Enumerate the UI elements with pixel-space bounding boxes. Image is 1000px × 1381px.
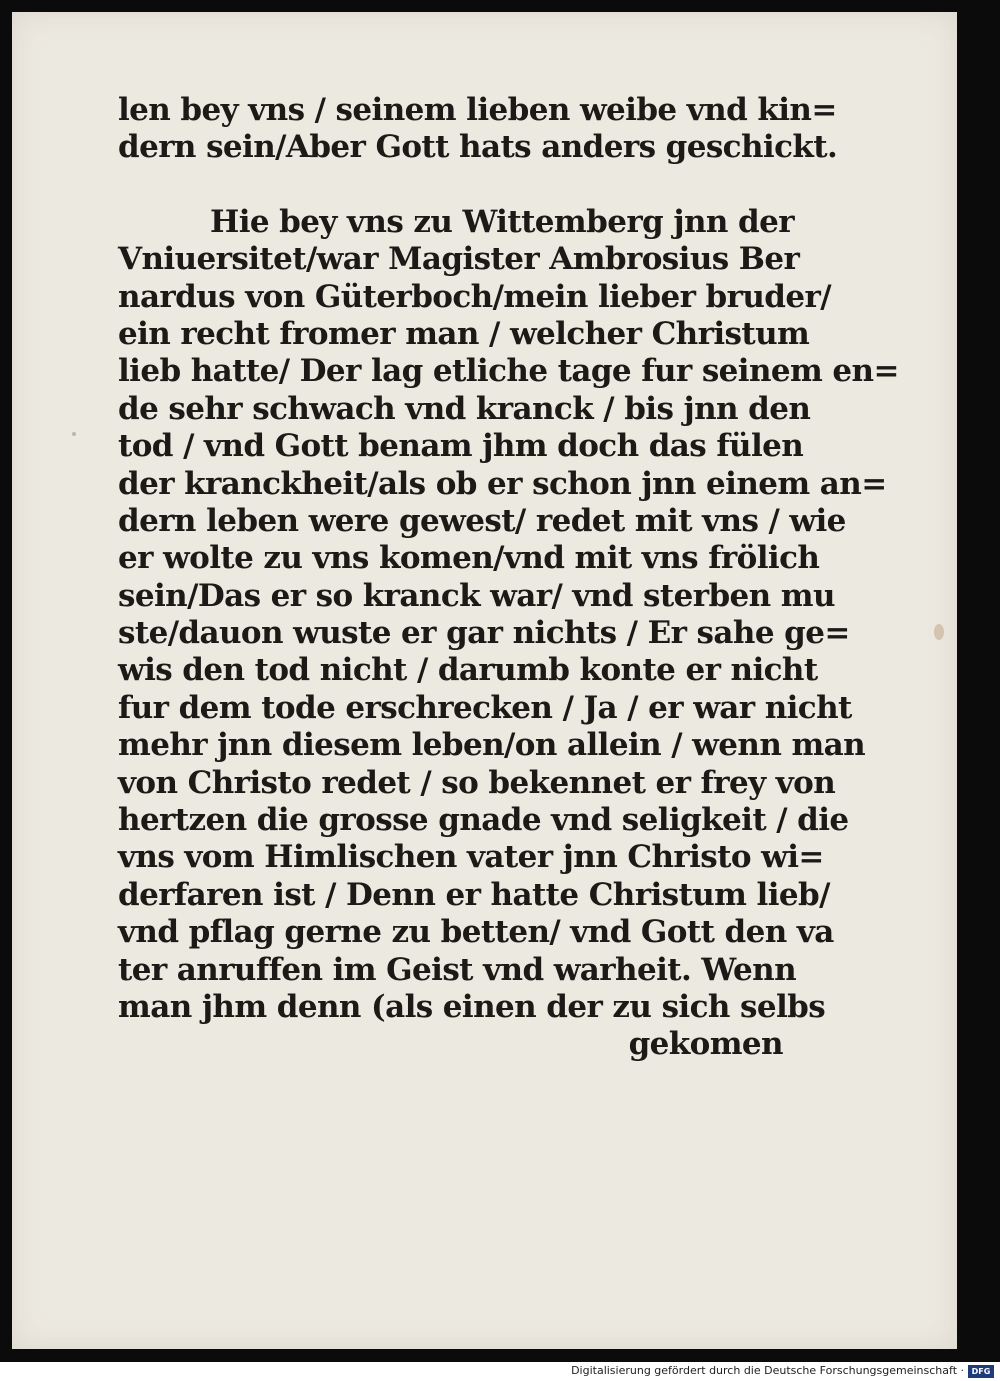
page-text [118,92,899,1064]
text-line: fur dem tode erschrecken / Ja / er war nicht [118,689,852,726]
text-line: von Christo redet / so bekennet er frey von [118,764,836,801]
text-line: sein/Das er so kranck war/ vnd sterben mu [118,577,835,614]
text-line: nardus von Güterboch/mein lieber bruder/ [118,278,831,315]
text-line: man jhm denn (als einen der zu sich selbs [118,988,826,1025]
text-line: ste/dauon wuste er gar nichts / Er sahe ge= [118,615,850,652]
footer-bar [0,1362,1000,1381]
text-line: er wolte zu vns komen/vnd mit vns frölich [118,540,820,577]
text-line: lieb hatte/ Der lag etliche tage fur seinem en= [118,353,899,390]
text-line: len bey vns / seinem lieben weibe vnd kin= [118,92,837,128]
funding-credit: Digitalisierung gefördert durch die Deutsche Forschungsgemeinschaft · [571,1364,964,1377]
paper-stain [934,624,944,640]
dfg-logo: DFG [968,1365,994,1378]
paper-speck [72,432,76,436]
paragraph-first-line: Hie bey vns zu Wittemberg jnn der [210,203,794,240]
text-line: Vniuersitet/war Magister Ambrosius Ber [118,241,800,278]
text-line: hertzen die grosse gnade vnd seligkeit / die [118,802,849,839]
text-line: vns vom Himlischen vater jnn Christo wi= [118,839,824,876]
text-line: tod / vnd Gott benam jhm doch das fülen [118,428,804,465]
text-line: derfaren ist / Denn er hatte Christum lieb/ [118,876,830,913]
text-line: wis den tod nicht / darumb konte er nicht [118,652,818,689]
catchword: gekomen [628,1026,783,1063]
text-line: de sehr schwach vnd kranck / bis jnn den [118,390,811,427]
text-line: ter anruffen im Geist vnd warheit. Wenn [118,951,797,988]
text-line: dern leben were gewest/ redet mit vns / wie [118,502,846,539]
text-line: ein recht fromer man / welcher Christum [118,315,810,352]
text-line: vnd pflag gerne zu betten/ vnd Gott den va [118,914,834,951]
text-line: mehr jnn diesem leben/on allein / wenn man [118,727,866,764]
text-line: dern sein/Aber Gott hats anders geschickt. [118,129,838,166]
text-line: der kranckheit/als ob er schon jnn einem an= [118,465,887,502]
page-edge-shadow [957,10,987,1352]
